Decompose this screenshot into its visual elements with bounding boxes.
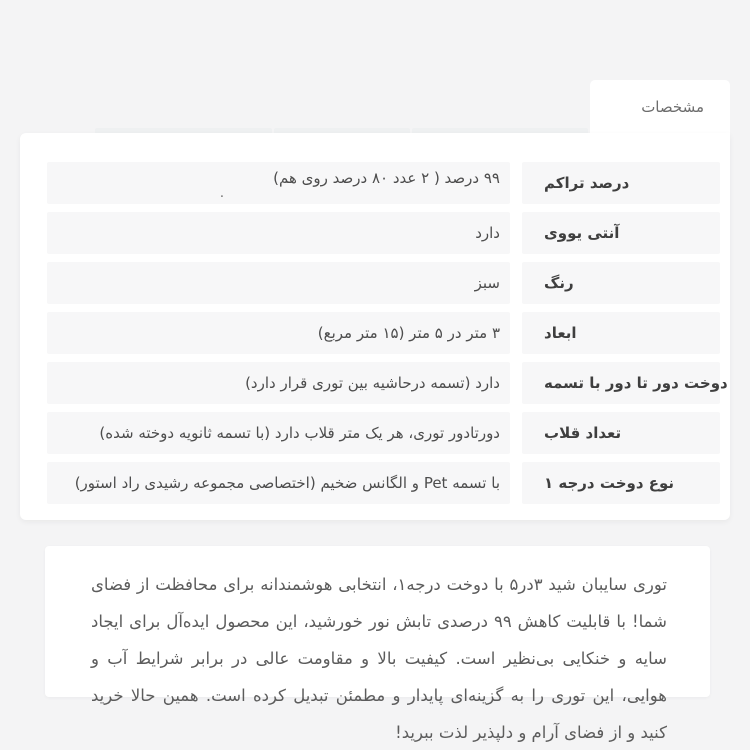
spec-value-text: دارد (تسمه درحاشیه بین توری قرار دارد) xyxy=(245,374,500,392)
product-description-text: توری سایبان شید ۳در۵ با دوخت درجه۱، انتخابی هوشمندانه برای محافظت از فضای شما! با قابلیت کاهش ۹۹ درصدی تابش نور خورشید، این محصول ایده‌آل برای ایجاد سایه و خنکایی بی‌نظیر است. کیفیت بالا و مقاومت عالی در برابر شرایط آب و هوایی، این توری را به گزینه‌ای پایدار و مطمئن تبدیل کرده است. همین حالا خرید کنید و از فضای آرام و دلپذیر لذت ببرید! xyxy=(91,575,667,742)
spec-value-text: دارد xyxy=(475,224,500,242)
spec-row-density xyxy=(30,162,720,204)
spec-value xyxy=(47,312,510,354)
spec-value xyxy=(47,262,510,304)
tab-specifications[interactable] xyxy=(590,80,730,133)
spec-label: نوع دوخت درجه ۱ xyxy=(522,462,720,504)
spec-label: آنتی یووی xyxy=(522,212,720,254)
spec-value xyxy=(47,462,510,504)
spec-value xyxy=(47,162,510,204)
spec-value-text: سبز xyxy=(474,274,500,292)
spec-row-stitching-strap xyxy=(30,362,728,404)
spec-label: رنگ xyxy=(522,262,720,304)
spec-value-text: با تسمه Pet و الگانس ضخیم (اختصاصی مجموعه رشیدی راد استور) xyxy=(74,474,500,492)
tab-specifications-label: مشخصات xyxy=(641,97,704,116)
spec-row-hook-count xyxy=(30,412,720,454)
spec-row-color xyxy=(30,262,720,304)
spec-value xyxy=(47,412,510,454)
spec-label: درصد تراکم xyxy=(522,162,720,204)
spec-value-text: دورتادور توری، هر یک متر قلاب دارد (با تسمه ثانویه دوخته شده) xyxy=(99,424,500,442)
spec-row-stitch-type xyxy=(30,462,720,504)
spec-value-note: . xyxy=(219,185,224,201)
spec-value-text: ۹۹ درصد ( ۲ عدد ۸۰ درصد روی هم) xyxy=(273,168,500,187)
spec-value xyxy=(47,212,510,254)
spec-label: ابعاد xyxy=(522,312,720,354)
spec-value-text: ۳ متر در ۵ متر (۱۵ متر مربع) xyxy=(317,324,500,342)
spec-value xyxy=(47,362,510,404)
product-description-card xyxy=(45,546,710,742)
spec-label: تعداد قلاب xyxy=(522,412,720,454)
spec-row-anti-uv xyxy=(30,212,720,254)
spec-row-dimensions xyxy=(30,312,720,354)
specifications-panel xyxy=(20,133,730,520)
spec-label: دوخت دور تا دور با تسمه xyxy=(522,362,720,404)
